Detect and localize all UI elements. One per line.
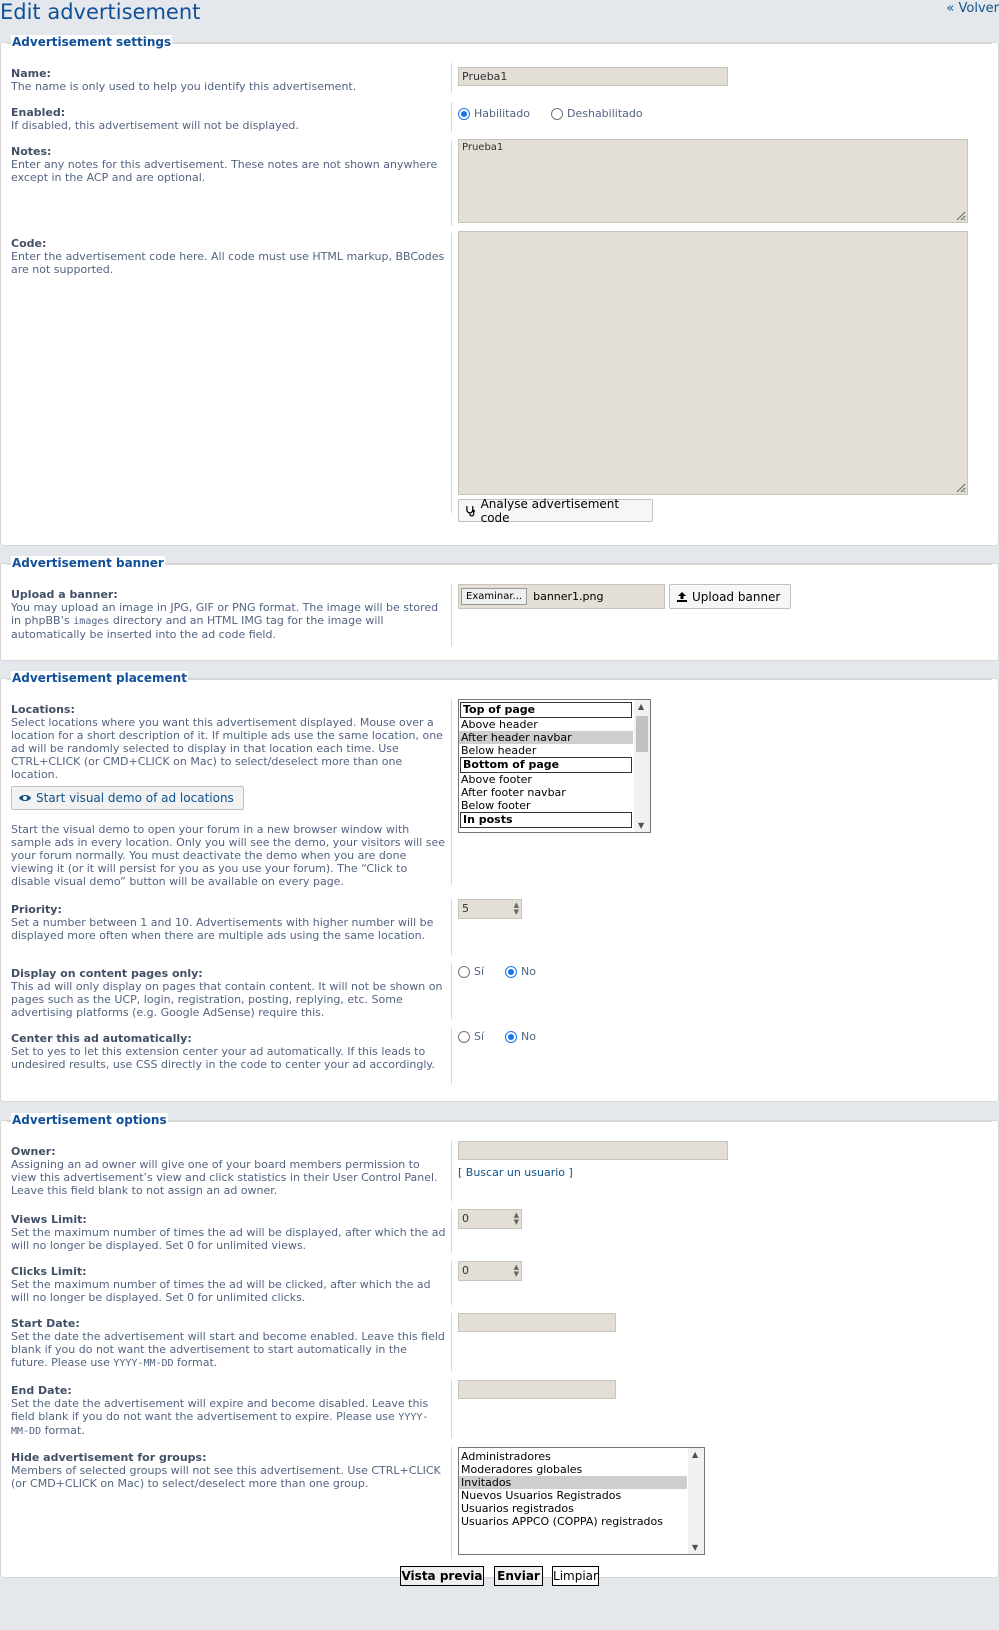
radio-checked-icon — [505, 1031, 517, 1043]
end-date-desc-1: Set the date the advertisement will expire and become disabled. Leave this field blank if you do not want the advertisement to expire. Please use — [11, 1397, 429, 1423]
radio-unchecked-icon — [458, 1031, 470, 1043]
content-only-no-radio[interactable] — [505, 965, 536, 978]
radio-unchecked-icon — [458, 966, 470, 978]
location-option[interactable]: Above footer — [461, 773, 532, 786]
browse-button[interactable]: Examinar... — [461, 588, 527, 605]
content-only-no-label: No — [521, 965, 536, 978]
scroll-up-icon[interactable]: ▲ — [638, 702, 645, 711]
visual-demo-label: Start visual demo of ad locations — [36, 791, 234, 805]
locations-label: Locations: — [11, 703, 75, 716]
views-limit-value: 0 — [462, 1212, 469, 1225]
location-group-bottom: Bottom of page — [460, 757, 632, 773]
hide-groups-select[interactable] — [458, 1447, 705, 1555]
group-option[interactable]: Usuarios APPCO (COPPA) registrados — [461, 1515, 664, 1528]
owner-label: Owner: — [11, 1145, 56, 1158]
visual-demo-button[interactable] — [11, 786, 244, 810]
analyse-code-button[interactable] — [458, 496, 653, 525]
reset-button[interactable]: Limpiar — [552, 1566, 599, 1586]
submit-button[interactable]: Enviar — [494, 1566, 543, 1586]
notes-label: Notes: — [11, 145, 52, 158]
center-no-radio[interactable] — [505, 1030, 536, 1043]
name-label: Name: — [11, 67, 51, 80]
owner-desc: Assigning an ad owner will give one of your board members permission to view this advertisement’s view and click statistics in their User Control Panel. Leave this field blank to not assign an ad owner. — [11, 1158, 438, 1197]
upload-desc-1: You may upload an image in JPG, GIF or PNG format. The image will be stored in phpBB’s — [11, 601, 439, 627]
locations-desc: Select locations where you want this advertisement displayed. Mouse over a location for a short description of it. If multiple ads use the same location, one ad will be randomly selected to display in that location each time. Use CTRL+CLICK (or CMD+CLICK on Mac) to select/deselect more than one location. — [11, 716, 443, 781]
views-limit-input[interactable] — [458, 1209, 522, 1229]
priority-desc: Set a number between 1 and 10. Advertisements with higher number will be displayed more often when there are multiple ads using the same location. — [11, 916, 434, 942]
center-desc: Set to yes to let this extension center your ad automatically. If this leads to undesired results, use CSS directly in the code to center your ad accordingly. — [11, 1045, 435, 1071]
scroll-down-icon[interactable]: ▼ — [692, 1543, 699, 1552]
clicks-limit-value: 0 — [462, 1264, 469, 1277]
notes-desc: Enter any notes for this advertisement. These notes are not shown anywhere except in the ACP and are optional. — [11, 158, 438, 184]
location-option[interactable]: Below header — [461, 744, 537, 757]
code-label: Code: — [11, 237, 47, 250]
stethoscope-icon — [465, 505, 477, 517]
spinner-icon[interactable]: ▲ ▼ — [513, 1263, 519, 1278]
start-date-input[interactable] — [458, 1313, 616, 1332]
end-date-input[interactable] — [458, 1380, 616, 1399]
location-group-top: Top of page — [460, 702, 632, 718]
radio-unchecked-icon — [551, 108, 563, 120]
spinner-icon[interactable]: ▲ ▼ — [513, 901, 519, 916]
end-date-desc-code: YYYY-MM-DD — [11, 1412, 429, 1437]
placement-legend: Advertisement placement — [12, 671, 187, 685]
analyse-code-label: Analyse advertisement code — [480, 496, 620, 525]
start-date-label: Start Date: — [11, 1317, 80, 1330]
center-yes-label: Sí — [474, 1030, 485, 1043]
upload-desc-2: directory and an HTML IMG tag for the image will automatically be inserted into the ad code field. — [11, 614, 384, 641]
settings-fieldset — [0, 35, 999, 546]
enabled-desc: If disabled, this advertisement will not be displayed. — [11, 119, 299, 132]
location-group-posts: In posts — [460, 812, 632, 828]
location-option[interactable]: Above header — [461, 718, 538, 731]
code-textarea[interactable] — [458, 231, 968, 495]
end-date-label: End Date: — [11, 1384, 72, 1397]
owner-input[interactable] — [458, 1141, 728, 1160]
locations-select[interactable] — [458, 699, 651, 833]
spinner-icon[interactable]: ▲ ▼ — [513, 1211, 519, 1226]
page-title: Edit advertisement — [0, 0, 201, 24]
notes-value: Prueba1 — [462, 142, 504, 153]
hide-groups-desc: Members of selected groups will not see this advertisement. Use CTRL+CLICK (or CMD+CLICK on Mac) to select/deselect more than one group. — [11, 1464, 441, 1490]
scroll-thumb[interactable] — [636, 716, 648, 752]
location-option[interactable]: Below footer — [461, 799, 531, 812]
group-option[interactable]: Usuarios registrados — [461, 1502, 574, 1515]
center-label: Center this ad automatically: — [11, 1032, 192, 1045]
enabled-on-label: Habilitado — [474, 107, 530, 120]
upload-banner-button[interactable] — [669, 584, 791, 609]
groups-scrollbar[interactable] — [688, 1448, 704, 1554]
priority-label: Priority: — [11, 903, 62, 916]
group-option[interactable]: Administradores — [461, 1450, 551, 1463]
radio-checked-icon — [505, 966, 517, 978]
visual-demo-desc: Start the visual demo to open your forum in a new browser window with sample ads in every location. Only you will see the demo, your visitors will see your forum normally. You must deactivate the demo when you are done viewing it (or it will persist for you as you use your forum). The “Click to disable visual demo” button will be available on every page. — [11, 823, 446, 888]
priority-input[interactable] — [458, 899, 522, 919]
settings-legend: Advertisement settings — [12, 35, 172, 49]
clicks-limit-label: Clicks Limit: — [11, 1265, 87, 1278]
options-fieldset — [0, 1113, 999, 1578]
enabled-on-radio[interactable] — [458, 107, 530, 120]
views-limit-label: Views Limit: — [11, 1213, 87, 1226]
radio-checked-icon — [458, 108, 470, 120]
content-only-yes-radio[interactable] — [458, 965, 484, 978]
center-no-label: No — [521, 1030, 536, 1043]
clicks-limit-desc: Set the maximum number of times the ad will be clicked, after which the ad will no longer be displayed. Set 0 for unlimited clicks. — [11, 1278, 431, 1304]
upload-icon — [676, 591, 688, 603]
resize-grip-icon[interactable] — [954, 481, 966, 493]
content-only-desc: This ad will only display on pages that contain content. It will not be shown on pages such as the UCP, login, registration, posting, replying, etc. Some advertising platforms (e.g. Google AdSense) require this. — [11, 980, 443, 1019]
banner-legend: Advertisement banner — [12, 556, 164, 570]
upload-banner-label: Upload banner — [692, 589, 781, 604]
enabled-label: Enabled: — [11, 106, 66, 119]
group-option[interactable]: Moderadores globales — [461, 1463, 583, 1476]
location-option[interactable]: After footer navbar — [461, 786, 566, 799]
enabled-off-label: Deshabilitado — [567, 107, 643, 120]
locations-scrollbar[interactable] — [634, 700, 650, 832]
priority-value: 5 — [462, 902, 469, 915]
start-date-desc-code: YYYY-MM-DD — [113, 1358, 174, 1369]
end-date-desc-2: format. — [41, 1424, 85, 1437]
views-limit-desc: Set the maximum number of times the ad will be displayed, after which the ad will no longer be displayed. Set 0 for unlimited views. — [11, 1226, 446, 1252]
eye-icon — [18, 793, 32, 803]
group-option[interactable]: Nuevos Usuarios Registrados — [461, 1489, 622, 1502]
file-name: banner1.png — [533, 590, 604, 603]
resize-grip-icon[interactable] — [954, 209, 966, 221]
start-date-desc-1: Set the date the advertisement will start and become enabled. Leave this field blank if you do not want the advertisement to start automatically in the future. Please use — [11, 1330, 445, 1369]
name-input[interactable]: Prueba1 — [458, 67, 728, 86]
location-option-selected[interactable]: After header navbar — [459, 731, 633, 744]
banner-fieldset — [0, 556, 999, 661]
preview-button[interactable]: Vista previa — [400, 1566, 484, 1586]
upload-label: Upload a banner: — [11, 588, 118, 601]
content-only-label: Display on content pages only: — [11, 967, 203, 980]
scroll-up-icon[interactable]: ▲ — [692, 1450, 699, 1459]
back-link[interactable]: « Volver — [946, 1, 999, 16]
start-date-desc-2: format. — [173, 1356, 218, 1369]
group-option-selected[interactable]: Invitados — [459, 1476, 687, 1489]
center-yes-radio[interactable] — [458, 1030, 484, 1043]
file-input[interactable] — [458, 584, 665, 609]
find-user-link[interactable]: [ Buscar un usuario ] — [458, 1166, 573, 1179]
content-only-yes-label: Sí — [474, 965, 485, 978]
code-desc: Enter the advertisement code here. All code must use HTML markup, BBCodes are not supported. — [11, 250, 445, 276]
placement-fieldset — [0, 671, 999, 1102]
enabled-off-radio[interactable] — [551, 107, 643, 120]
notes-textarea[interactable] — [458, 139, 968, 223]
scroll-down-icon[interactable]: ▼ — [638, 821, 645, 830]
name-desc: The name is only used to help you identify this advertisement. — [11, 80, 357, 93]
options-legend: Advertisement options — [12, 1113, 167, 1127]
hide-groups-label: Hide advertisement for groups: — [11, 1451, 207, 1464]
clicks-limit-input[interactable] — [458, 1261, 522, 1281]
upload-desc-code: images — [73, 616, 110, 627]
